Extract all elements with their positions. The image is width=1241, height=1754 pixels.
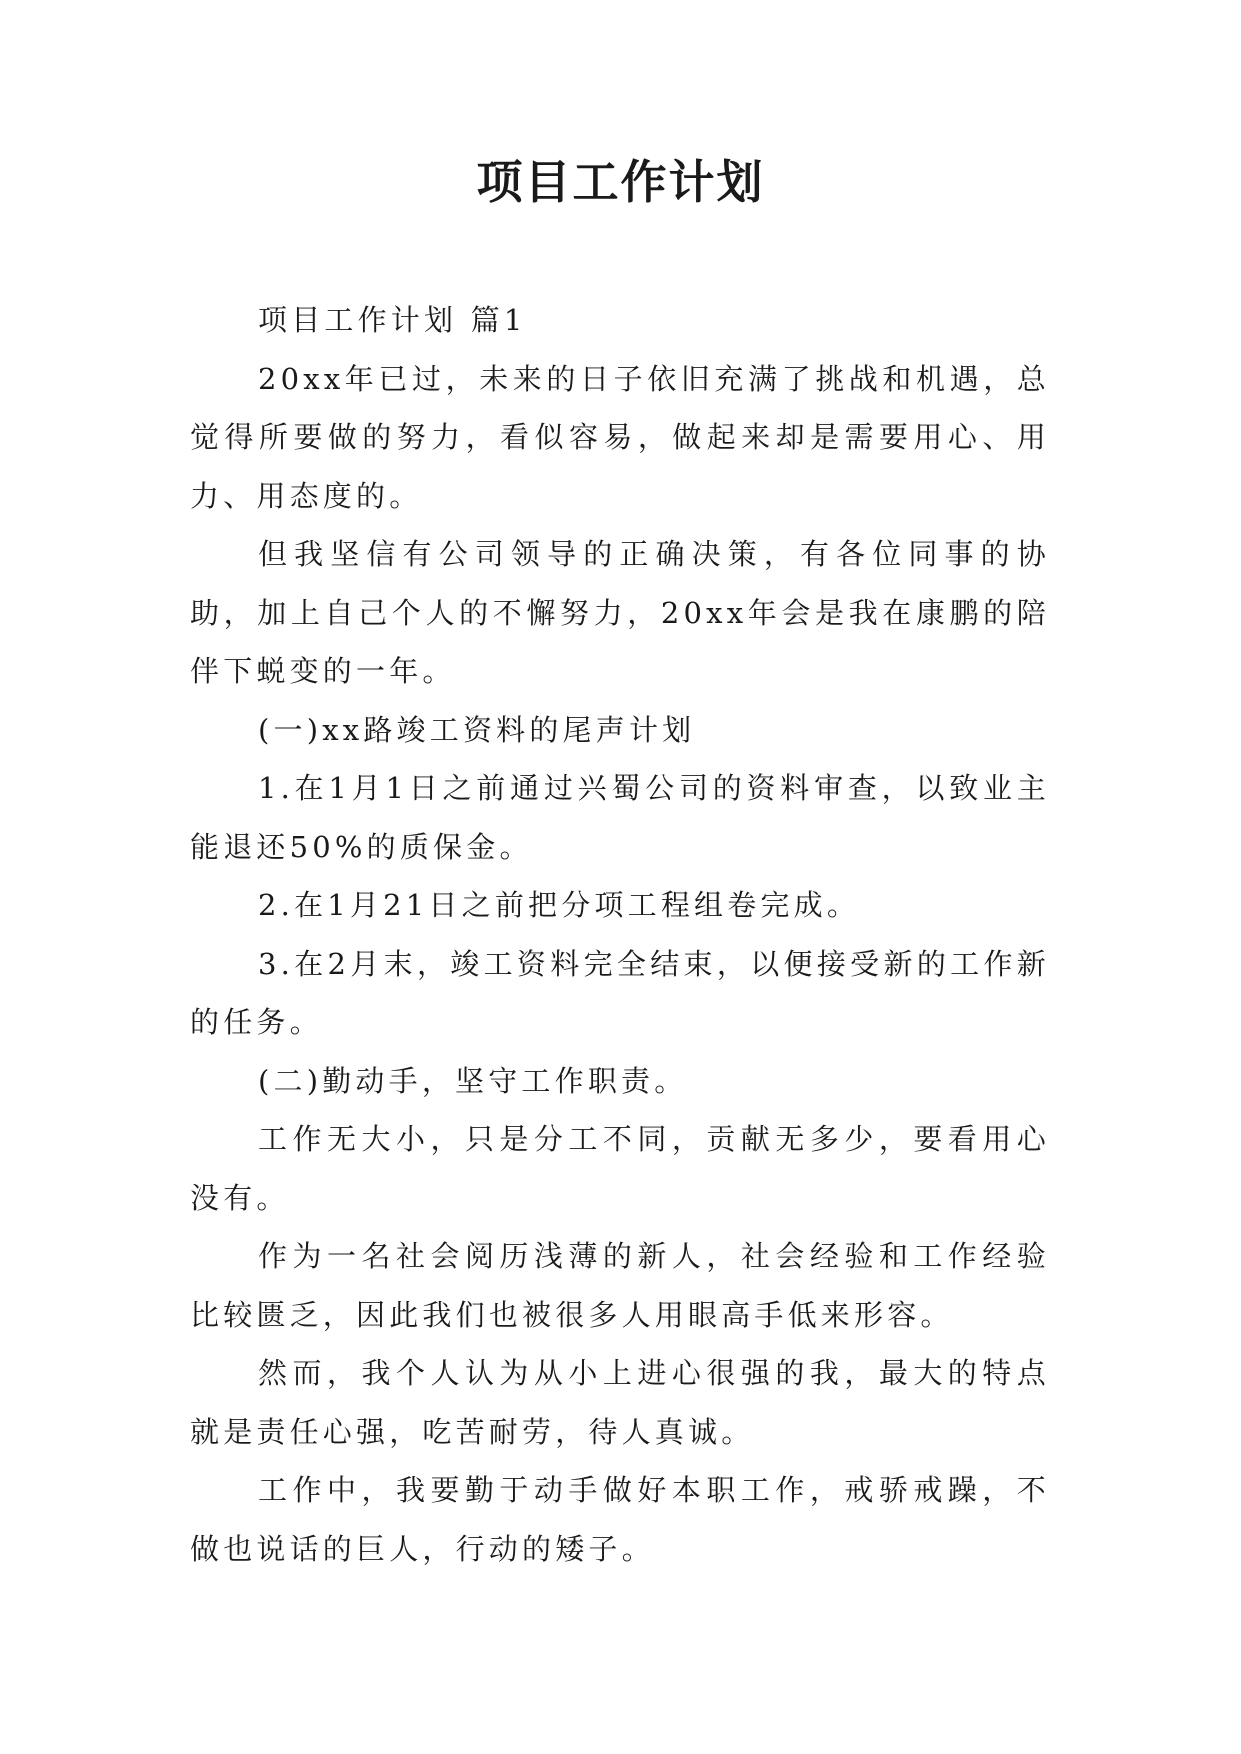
- paragraph-list-item: 1.在1月1日之前通过兴蜀公司的资料审查，以致业主能退还50%的质保金。: [190, 771, 1050, 864]
- paragraph: 作为一名社会阅历浅薄的新人，社会经验和工作经验比较匮乏，因此我们也被很多人用眼高手低来形容。: [190, 1239, 1050, 1332]
- paragraph: 工作中，我要勤于动手做好本职工作，戒骄戒躁，不做也说话的巨人，行动的矮子。: [190, 1473, 1050, 1566]
- paragraph-subheading: (一)xx路竣工资料的尾声计划: [258, 712, 696, 747]
- paragraph-list-item: 2.在1月21日之前把分项工程组卷完成。: [258, 888, 861, 922]
- paragraph-section-heading: 项目工作计划 篇1: [258, 303, 527, 337]
- document-title: 项目工作计划: [476, 155, 765, 209]
- paragraph-list-item: 3.在2月末，竣工资料完全结束，以便接受新的工作新的任务。: [190, 946, 1050, 1039]
- paragraph-subheading: (二)勤动手，坚守工作职责。: [258, 1063, 688, 1098]
- paragraph: 20xx年已过，未来的日子依旧充满了挑战和机遇，总觉得所要做的努力，看似容易，做起来却是需要用心、用力、用态度的。: [190, 361, 1050, 513]
- paragraph: 但我坚信有公司领导的正确决策，有各位同事的协助，加上自己个人的不懈努力，20xx年会是我在康鹏的陪伴下蜕变的一年。: [190, 537, 1050, 688]
- paragraph: 工作无大小，只是分工不同，贡献无多少，要看用心没有。: [190, 1122, 1050, 1215]
- paragraph: 然而，我个人认为从小上进心很强的我，最大的特点就是责任心强，吃苦耐劳，待人真诚。: [190, 1356, 1050, 1449]
- document-body: [190, 291, 1050, 1578]
